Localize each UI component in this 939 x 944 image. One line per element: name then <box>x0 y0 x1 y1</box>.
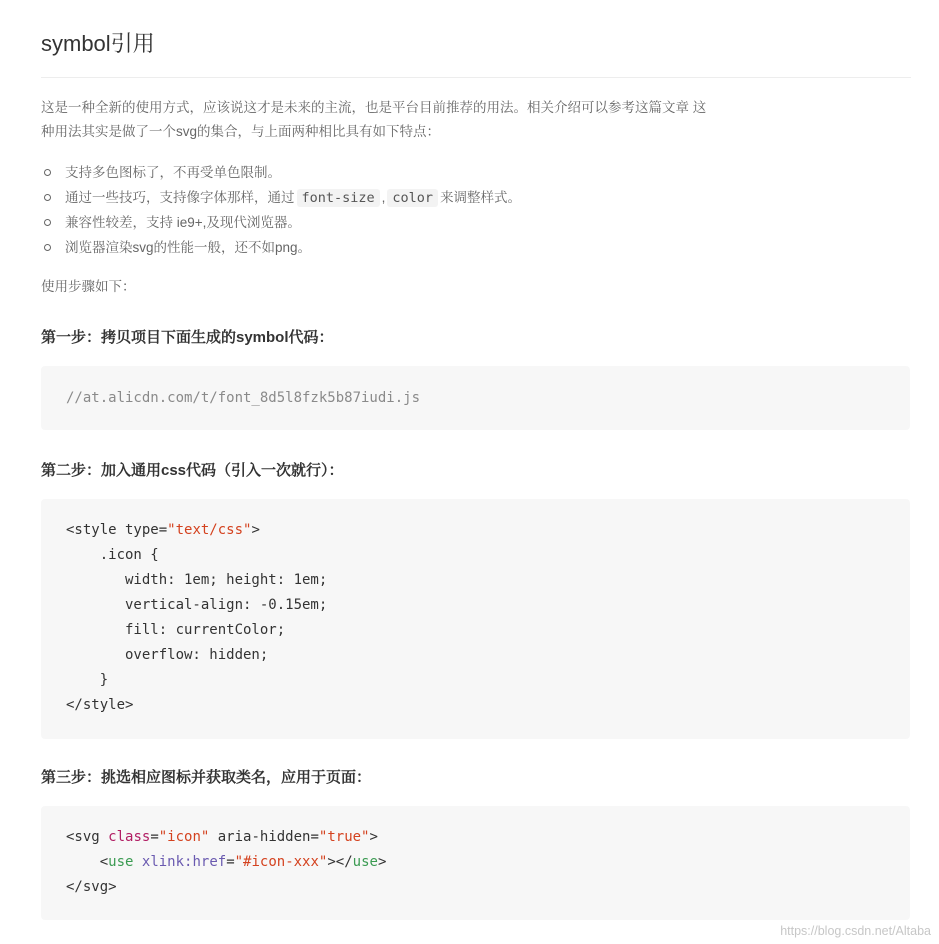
code-comment: //at.alicdn.com/t/font_8d5l8fzk5b87iudi.js <box>66 390 421 406</box>
code-text: > <box>251 522 260 538</box>
list-item-text: 通过一些技巧，支持像字体那样，通过 <box>65 190 295 205</box>
circle-bullet-icon <box>44 244 51 251</box>
code-text: <style type= <box>66 522 168 538</box>
inline-code-color: color <box>387 189 438 207</box>
code-line: width: 1em; height: 1em; <box>66 572 328 588</box>
code-line: } <box>66 672 109 688</box>
code-text <box>133 854 141 870</box>
list-item-text: 兼容性较差，支持 ie9+,及现代浏览器。 <box>65 215 301 230</box>
code-text: aria-hidden= <box>209 829 319 845</box>
code-attr: class <box>108 829 151 845</box>
code-string: "#icon-xxx" <box>234 854 328 870</box>
list-item <box>41 235 521 260</box>
code-string: "text/css" <box>167 522 252 538</box>
step-3-code[interactable] <box>66 825 386 900</box>
feature-list <box>41 160 521 260</box>
intro-paragraph <box>41 96 761 144</box>
code-string: "true" <box>318 829 370 845</box>
list-item <box>41 210 521 235</box>
code-text: = <box>226 854 235 870</box>
list-item-text: 来调整样式。 <box>440 190 522 205</box>
list-item-text: 支持多色图标了，不再受单色限制。 <box>65 165 281 180</box>
list-item-separator: , <box>381 190 386 205</box>
code-line: </style> <box>66 697 134 713</box>
intro-line-1: 这是一种全新的使用方式，应该说这才是未来的主流，也是平台目前推荐的用法。相关介绍可以参考这篇文章 这 <box>41 100 707 115</box>
code-text: < <box>66 854 109 870</box>
code-tag: use <box>108 854 134 870</box>
code-text: ></ <box>327 854 353 870</box>
watermark: https://blog.csdn.net/Altaba <box>780 924 931 938</box>
circle-bullet-icon <box>44 219 51 226</box>
code-text: = <box>150 829 159 845</box>
code-text: <svg <box>66 829 109 845</box>
step-1-code-block[interactable] <box>41 366 910 430</box>
step-2-heading: 第二步：加入通用css代码（引入一次就行）： <box>41 462 344 479</box>
code-text: > <box>377 854 387 870</box>
page-title: symbol引用 <box>41 31 155 56</box>
list-item <box>41 185 521 210</box>
code-line: </svg> <box>66 879 117 895</box>
steps-intro: 使用步骤如下： <box>41 279 136 294</box>
circle-bullet-icon <box>44 194 51 201</box>
step-1-heading: 第一步：拷贝项目下面生成的symbol代码： <box>41 329 334 346</box>
step-2-code-block[interactable] <box>41 499 910 739</box>
code-line: fill: currentColor; <box>66 622 286 638</box>
step-2-code[interactable] <box>66 518 327 718</box>
circle-bullet-icon <box>44 169 51 176</box>
code-tag: use <box>352 854 378 870</box>
step-1-code[interactable] <box>66 386 420 411</box>
step-3-heading: 第三步：挑选相应图标并获取类名，应用于页面： <box>41 769 372 786</box>
code-attr: xlink:href <box>141 854 227 870</box>
list-item-text: 浏览器渲染svg的性能一般，还不如png。 <box>65 240 312 255</box>
intro-line-2: 种用法其实是做了一个svg的集合，与上面两种相比具有如下特点： <box>41 124 441 139</box>
list-item <box>41 160 521 185</box>
step-3-code-block[interactable] <box>41 806 910 920</box>
code-string: "icon" <box>158 829 210 845</box>
code-line: overflow: hidden; <box>66 647 269 663</box>
inline-code-font-size: font-size <box>297 189 380 207</box>
code-line: vertical-align: -0.15em; <box>66 597 328 613</box>
title-divider <box>41 77 911 78</box>
code-text: > <box>369 829 378 845</box>
code-line: .icon { <box>66 547 159 563</box>
